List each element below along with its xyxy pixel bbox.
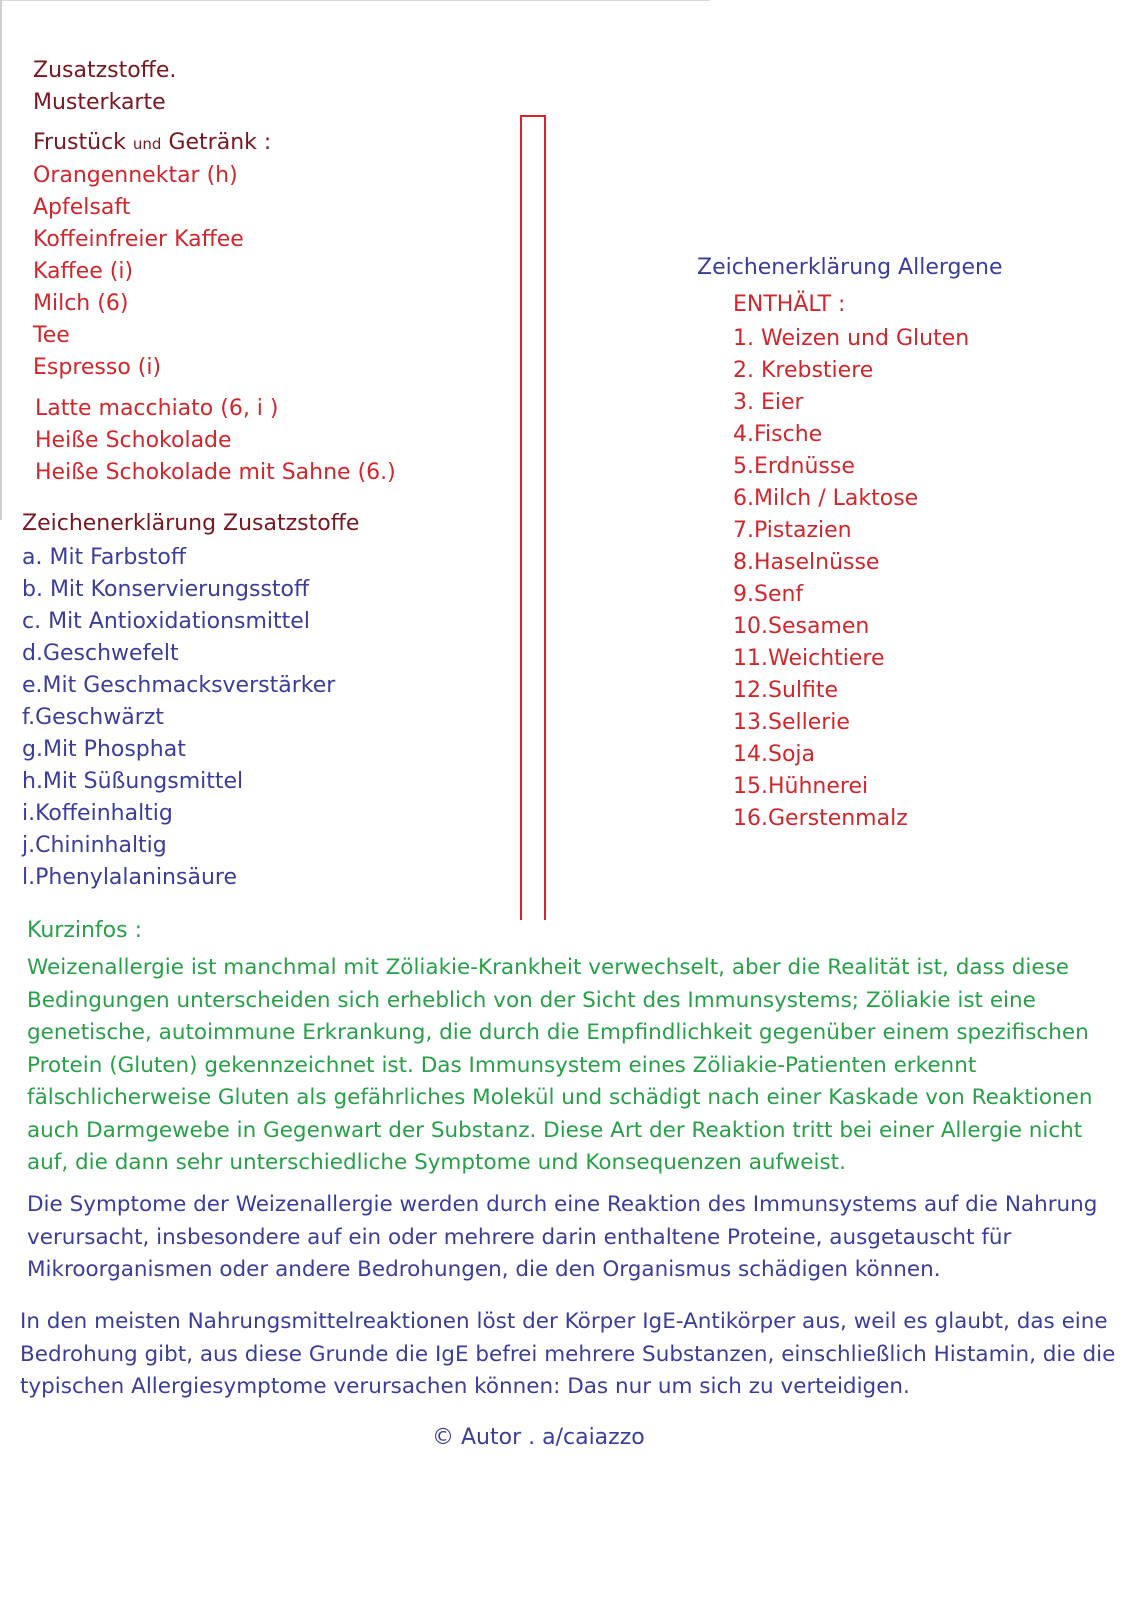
list-item: Milch (6) <box>33 291 129 316</box>
section-heading <box>33 130 271 155</box>
list-item: 2. Krebstiere <box>733 358 874 383</box>
list-item: 12.Sulfite <box>733 678 839 703</box>
copyright-text: © Autor . a/caiazzo <box>432 1425 645 1450</box>
additives-list <box>22 542 335 894</box>
list-item: 16.Gerstenmalz <box>733 806 908 831</box>
top-border-line <box>0 0 710 1</box>
list-item: 14.Soja <box>733 742 816 767</box>
allergens-list <box>733 323 969 835</box>
list-item: 10.Sesamen <box>733 614 870 639</box>
info-paragraph-2: Die Symptome der Weizenallergie werden durch eine Reaktion des Immunsystems auf die Nahrung verursacht, insbesondere auf ein oder mehrere darin enthaltene Proteine, ausgetauscht für Mikroorganismen oder andere Bedrohungen, die den Organismus schädigen können. <box>27 1192 1098 1282</box>
section-heading-und: und <box>132 135 162 153</box>
list-item: e.Mit Geschmacksverstärker <box>22 673 336 698</box>
drinks-list-2 <box>35 393 396 489</box>
left-border-line <box>0 0 2 520</box>
info-heading: Kurzinfos : <box>27 918 142 943</box>
drinks-list-1 <box>33 160 244 384</box>
list-item: 8.Haselnüsse <box>733 550 880 575</box>
list-item: b. Mit Konservierungsstoff <box>22 577 310 602</box>
page-title: Zusatzstoffe. <box>33 58 177 83</box>
allergens-heading: Zeichenerklärung Allergene <box>697 255 1003 280</box>
list-item: 6.Milch / Laktose <box>733 486 919 511</box>
list-item: h.Mit Süßungsmittel <box>22 769 244 794</box>
list-item: Latte macchiato (6, i ) <box>35 396 279 421</box>
list-item: 5.Erdnüsse <box>733 454 855 479</box>
list-item: c. Mit Antioxidationsmittel <box>22 609 310 634</box>
section-heading-part2: Getränk : <box>168 130 272 155</box>
section-heading-part1: Frustück <box>33 130 126 155</box>
list-item: i.Koffeinhaltig <box>22 801 173 826</box>
list-item: Heiße Schokolade mit Sahne (6.) <box>35 460 396 485</box>
list-item: 3. Eier <box>733 390 804 415</box>
list-item: 1. Weizen und Gluten <box>733 326 970 351</box>
list-item: d.Geschwefelt <box>22 641 179 666</box>
info-paragraph-3: In den meisten Nahrungsmittelreaktionen löst der Körper IgE-Antikörper aus, weil es glaubt, das eine Bedrohung gibt, aus diese Grunde die IgE befrei mehrere Substanzen, einschließlich Histamin, die die typischen Allergiesymptome verursachen können: Das nur um sich zu verteidigen. <box>20 1309 1116 1399</box>
allergens-contains-label: ENTHÄLT : <box>733 292 846 317</box>
list-item: a. Mit Farbstoff <box>22 545 187 570</box>
list-item: 15.Hühnerei <box>733 774 869 799</box>
list-item: g.Mit Phosphat <box>22 737 186 762</box>
list-item: 9.Senf <box>733 582 804 607</box>
list-item: Orangennektar (h) <box>33 163 238 188</box>
list-item: Apfelsaft <box>33 195 131 220</box>
additives-heading: Zeichenerklärung Zusatzstoffe <box>22 511 360 536</box>
page-subtitle: Musterkarte <box>33 90 166 115</box>
list-item: j.Chininhaltig <box>22 833 167 858</box>
list-item: Kaffee (i) <box>33 259 134 284</box>
list-item: 13.Sellerie <box>733 710 850 735</box>
list-item: 4.Fische <box>733 422 823 447</box>
column-divider <box>520 115 546 920</box>
list-item: f.Geschwärzt <box>22 705 164 730</box>
list-item: Espresso (i) <box>33 355 162 380</box>
list-item: 7.Pistazien <box>733 518 852 543</box>
list-item: l.Phenylalaninsäure <box>22 865 237 890</box>
list-item: 11.Weichtiere <box>733 646 885 671</box>
info-paragraph-1: Weizenallergie ist manchmal mit Zöliakie-Krankheit verwechselt, aber die Realität ist, dass diese Bedingungen unterscheiden sich erheblich von der Sicht des Immunsystems; Zöliakie ist eine genetische, autoimmune Erkrankung, die durch die Empfindlichkeit gegenüber einem spezifischen Protein (Gluten) gekennzeichnet ist. Das Immunsystem eines Zöliakie-Patienten erkennt fälschlicherweise Gluten als gefährliches Molekül und schädigt nach einer Kaskade von Reaktionen auch Darmgewebe in Gegenwart der Substanz. Diese Art der Reaktion tritt bei einer Allergie nicht auf, die dann sehr unterschiedliche Symptome und Konsequenzen aufweist. <box>27 955 1093 1175</box>
list-item: Heiße Schokolade <box>35 428 232 453</box>
list-item: Koffeinfreier Kaffee <box>33 227 244 252</box>
list-item: Tee <box>33 323 70 348</box>
